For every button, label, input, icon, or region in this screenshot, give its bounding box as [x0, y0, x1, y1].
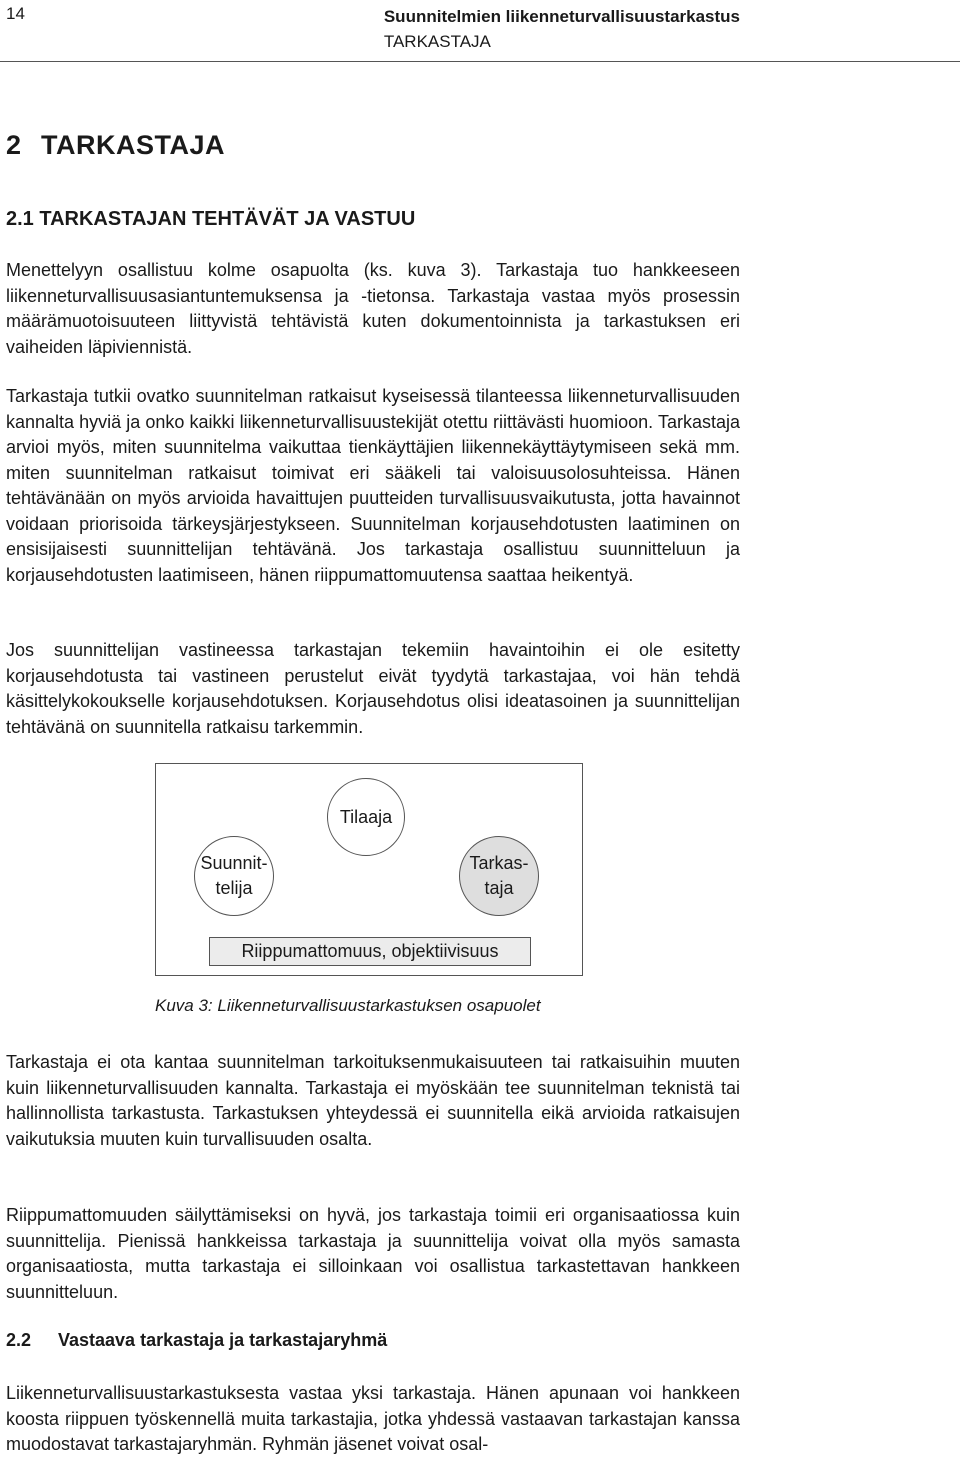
suunnittelija-label-line1: Suunnit- — [200, 853, 268, 873]
chapter-running-title: TARKASTAJA — [383, 32, 491, 51]
page-number: 14 — [6, 4, 25, 23]
tarkastaja-label-line1: Tarkas- — [469, 853, 529, 873]
tarkastaja-label — [469, 851, 528, 901]
paragraph: Jos suunnittelijan vastineessa tarkastajan tekemiin havaintoihin ei ole esitetty korjausehdotusta tai vastineen perustelut eivät tyydytä tarkastajaa, voi hän tehdä käsittelykokoukselle korjausehdotuksen. Korjausehdotus olisi ideatasoinen ja suunnittelijan tehtävänä on suunnitella ratkaisu tarkemmin. — [6, 640, 740, 737]
chapter-heading — [6, 130, 225, 161]
header-divider — [0, 61, 960, 62]
tarkastaja-node — [459, 836, 539, 916]
independence-bar: Riippumattomuus, objektiivisuus — [209, 937, 531, 966]
chapter-title: TARKASTAJA — [41, 130, 225, 160]
tilaaja-node — [327, 778, 405, 856]
figure-diagram — [155, 763, 583, 976]
chapter-number: 2 — [6, 130, 22, 160]
section-heading: 2.1 TARKASTAJAN TEHTÄVÄT JA VASTUU — [6, 208, 416, 230]
publication-title: Suunnitelmien liikenneturvallisuustarkastus — [383, 7, 740, 26]
paragraph: Riippumattomuuden säilyttämiseksi on hyvä, jos tarkastaja toimii eri organisaatiossa kuin suunnittelija. Pienissä hankkeissa tarkastaja ja suunnittelija voivat olla myös samasta organisaatiosta, mutta tarkastaja ei silloinkaan voi osallistua tarkastettavan hankkeen suunnitteluun. — [6, 1205, 740, 1302]
tilaaja-label: Tilaaja — [339, 806, 393, 827]
paragraph: Tarkastaja tutkii ovatko suunnitelman ratkaisut kyseisessä tilanteessa liikenneturvallisuuden kannalta hyviä ja onko kaikki liikenneturvallisuustekijät otettu riittävästi huomioon. Tarkastaja arvioi myös, miten suunnitelma vaikuttaa tienkäyttäjien liikennekäyttäytymiseen sekä mm. miten suunnitelman ratkaisut toimivat eri sääkeli tai valoisuusolosuhteissa. Hänen tehtävänään on myös arvioida havaittujen puutteiden turvallisuusvaikutusta, jotta havainnot voidaan priorisoida tärkeysjärjestykseen. Suunnitelman korjausehdotusten laatiminen on ensisijaisesti suunnittelijan tehtävänä. Jos tarkastaja osallistuu suunnitteluun ja korjausehdotusten laatimiseen, hänen riippumattomuutensa saattaa heikentyä. — [6, 386, 740, 585]
subsection-title: Vastaava tarkastaja ja tarkastajaryhmä — [58, 1330, 388, 1350]
subsection-number: 2.2 — [6, 1330, 32, 1350]
tarkastaja-label-line2: taja — [484, 878, 514, 898]
suunnittelija-label-line2: telija — [215, 878, 253, 898]
figure-caption: Kuva 3: Liikenneturvallisuustarkastuksen osapuolet — [155, 996, 541, 1015]
subsection-heading — [6, 1330, 387, 1351]
paragraph: Liikenneturvallisuustarkastuksesta vastaa yksi tarkastaja. Hänen apunaan voi hankkeen koosta riippuen työskennellä muita tarkastajia, jotka yhdessä vastaavan tarkastajan kanssa muodostavat tarkastajaryhmän. Ryhmän jäsenet voivat osal- — [6, 1383, 740, 1454]
suunnittelija-node — [194, 836, 274, 916]
paragraph: Tarkastaja ei ota kantaa suunnitelman tarkoituksenmukaisuuteen tai ratkaisuihin muuten kuin liikenneturvallisuuden kannalta. Tarkastaja ei myöskään tee suunnitelman teknistä tai hallinnollista tarkastusta. Tarkastuksen yhteydessä ei suunnitella eikä arvioida ratkaisujen vaikutuksia muuten kuin turvallisuuden osalta. — [6, 1052, 740, 1149]
suunnittelija-label — [200, 851, 267, 901]
paragraph: Menettelyyn osallistuu kolme osapuolta (ks. kuva 3). Tarkastaja tuo hankkeeseen liikenneturvallisuusasiantuntemuksensa ja -tietonsa. Tarkastaja vastaa myös prosessin määrämuotoisuuteen liittyvistä tehtävistä kuten dokumentoinnista ja tarkastuksen eri vaiheiden läpiviennistä. — [6, 260, 740, 357]
running-header — [384, 4, 740, 54]
